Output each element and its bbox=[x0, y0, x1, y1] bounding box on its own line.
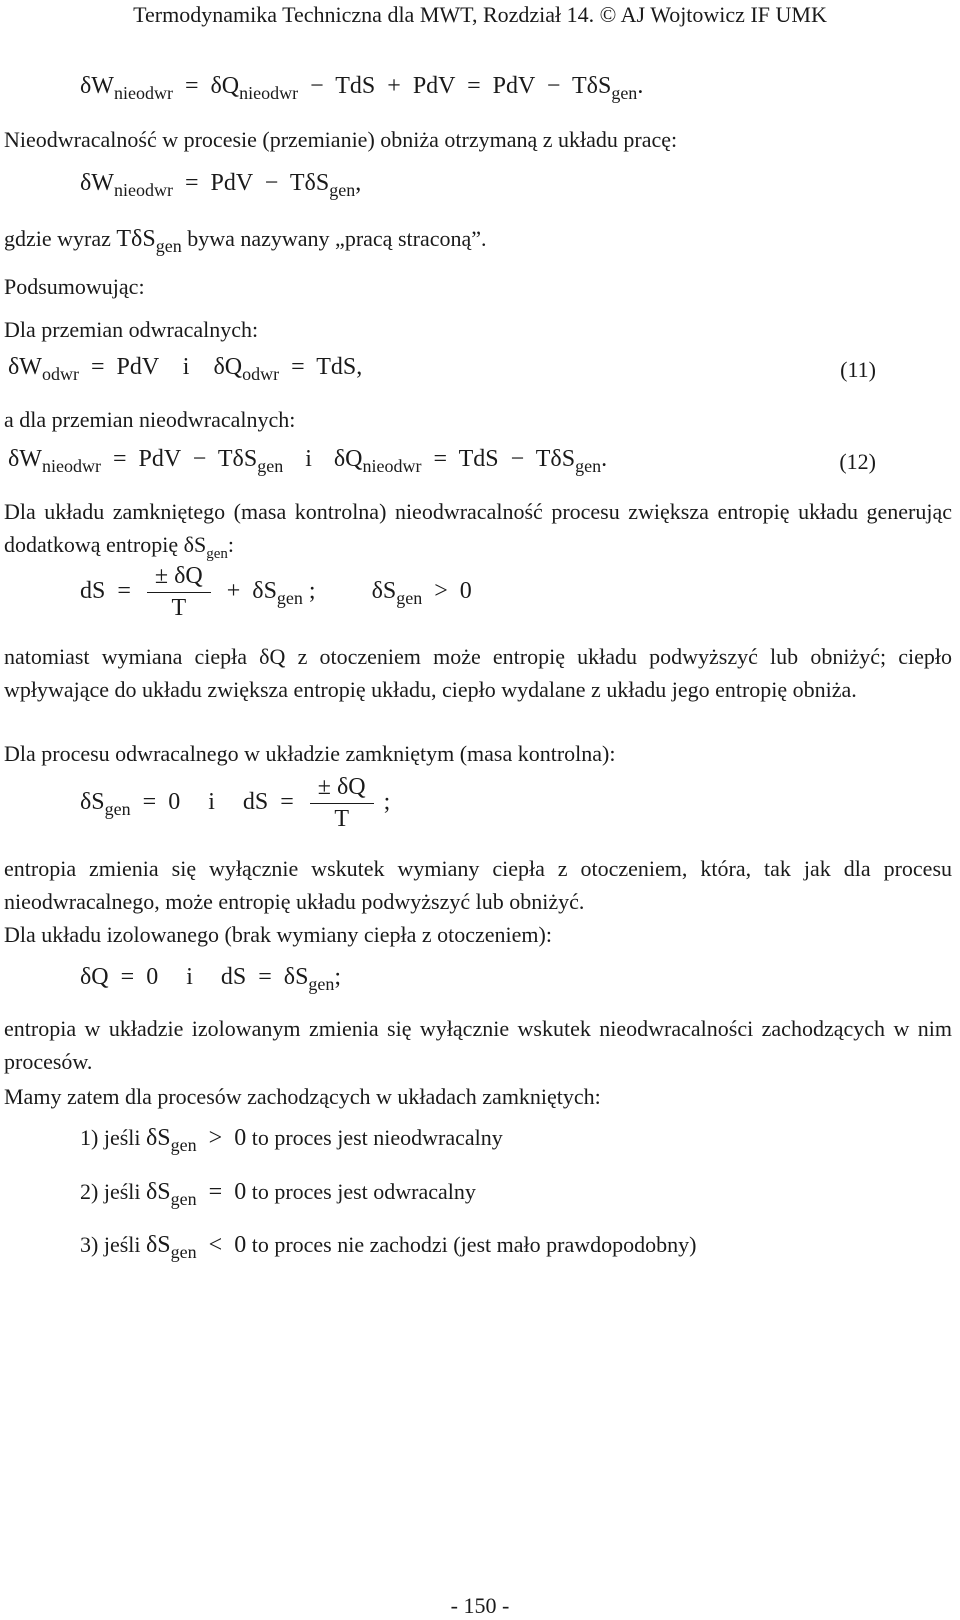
paragraph-closed-systems-list: Mamy zatem dla procesów zachodzących w układach zamkniętych: bbox=[4, 1084, 601, 1109]
equation-number-12: (12) bbox=[839, 449, 876, 474]
paragraph-heat-exchange: natomiast wymiana ciepła δQ z otoczeniem może entropię układu podwyższyć lub obniżyć; ciepło wpływające do układu zwiększa entropię układu, ciepło wydalane z układu jego entropię obniża. bbox=[4, 644, 952, 702]
list-item: 3) jeśli $\delta S_{gen} < 0$ to proces nie zachodzi (jest mało prawdopodobny) bbox=[80, 1232, 697, 1262]
equation-number-11: (11) bbox=[840, 357, 876, 382]
equation-reversible-entropy: $\delta S_{gen} = 0$ i dS = $\frac{\pm \delta Q}{T}$ ; bbox=[80, 774, 391, 832]
page-number: - 150 - bbox=[450, 1593, 510, 1618]
paragraph-reversible-closed: Dla procesu odwracalnego w układzie zamkniętym (masa kontrolna): bbox=[4, 741, 616, 766]
list-item: 1) jeśli $\delta S_{gen} > 0$ to proces jest nieodwracalny bbox=[80, 1125, 503, 1155]
equation-entropy-change: dS = $\frac{\pm \delta Q}{T}$ + $\delta S_{gen}$ ; $\delta S_{gen} > 0$ bbox=[80, 563, 472, 621]
paragraph-summary: Podsumowując: bbox=[4, 274, 145, 299]
equation-isolated-entropy: δQ = 0 i dS = $\delta S_{gen}$; bbox=[80, 964, 342, 994]
paragraph-irreversibility-work: Nieodwracalność w procesie (przemianie) obniża otrzymaną z układu pracę: bbox=[4, 127, 678, 152]
equation-work-irreversible: $\delta W_{nieodwr} = \delta Q_{nieodwr}$ − TdS + PdV = PdV − TδS$_{gen}$. bbox=[80, 73, 644, 103]
paragraph-closed-system: Dla układu zamkniętego (masa kontrolna) nieodwracalność procesu zwiększa entropię układu generując dodatkową entropię $\delta S_{gen}$: bbox=[4, 499, 952, 562]
equation-12: $\delta W_{nieodwr}$ = PdV − TδS$_{gen}$ i $\delta Q_{nieodwr}$ = TdS − TδS$_{gen}$. bbox=[8, 446, 608, 476]
equation-11: $\delta W_{odwr}$ = PdV i $\delta Q_{odwr}$ = TdS, bbox=[8, 354, 363, 384]
paragraph-lost-work: gdzie wyraz TδS$_{gen}$ bywa nazywany „pracą straconą”. bbox=[4, 226, 487, 256]
paragraph-heat-entropy: entropia zmienia się wyłącznie wskutek wymiany ciepła z otoczeniem, która, tak jak dla procesu nieodwracalnego, może entropię układu podwyższyć lub obniżyć. bbox=[4, 856, 952, 914]
paragraph-irreversible-processes: a dla przemian nieodwracalnych: bbox=[4, 407, 296, 432]
fraction-heat-over-temperature-2: $\frac{\pm \delta Q}{T}$ bbox=[310, 774, 374, 833]
page-header: Termodynamika Techniczna dla MWT, Rozdział 14. © AJ Wojtowicz IF UMK bbox=[133, 2, 827, 27]
paragraph-isolated-system: Dla układu izolowanego (brak wymiany ciepła z otoczeniem): bbox=[4, 922, 552, 947]
list-item: 2) jeśli $\delta S_{gen} = 0$ to proces jest odwracalny bbox=[80, 1179, 476, 1209]
equation-work-lost: $\delta W_{nieodwr}$ = PdV − TδS$_{gen}$, bbox=[80, 170, 362, 200]
paragraph-isolated-entropy: entropia w układzie izolowanym zmienia się wyłącznie wskutek nieodwracalności zachodzących w nim procesów. bbox=[4, 1016, 952, 1074]
paragraph-reversible-processes: Dla przemian odwracalnych: bbox=[4, 317, 259, 342]
fraction-heat-over-temperature: $\frac{\pm \delta Q}{T}$ bbox=[147, 563, 211, 622]
